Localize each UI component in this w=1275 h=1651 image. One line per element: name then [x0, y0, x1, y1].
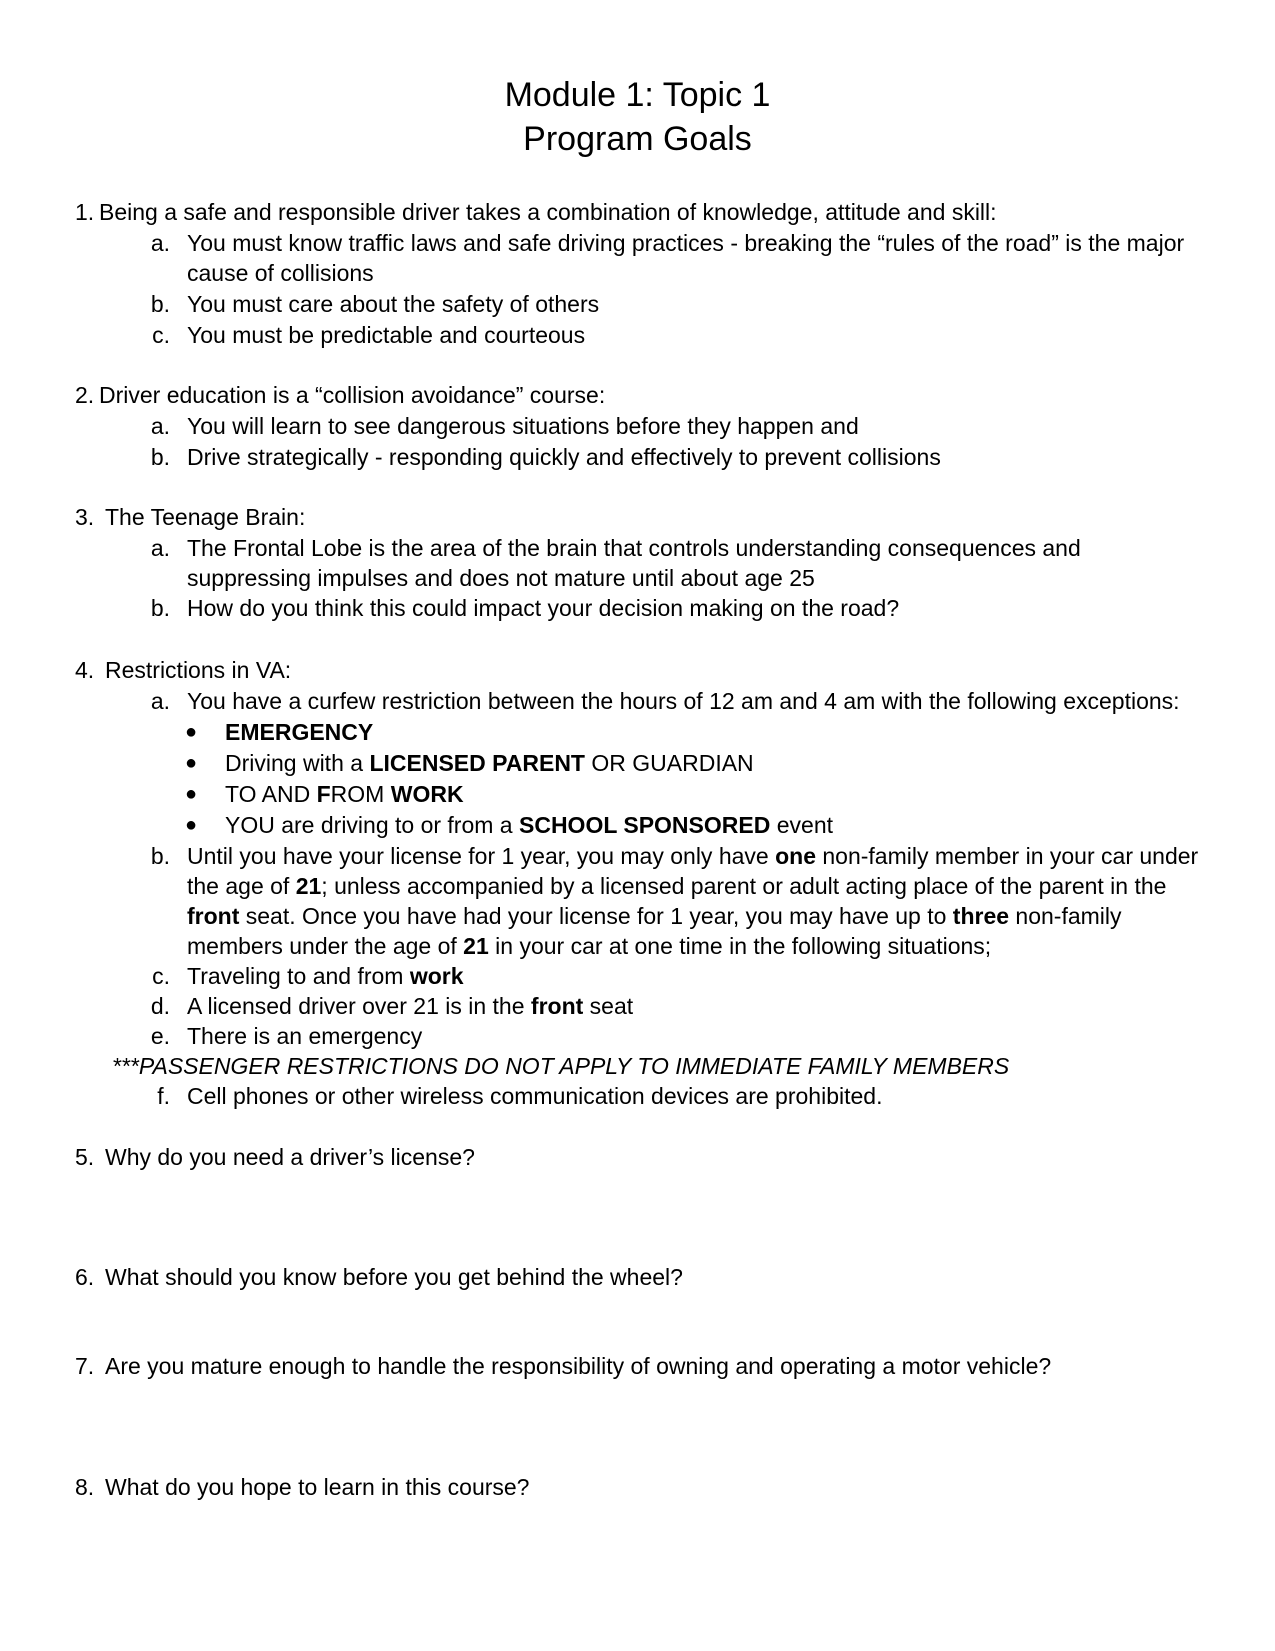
section-number: 2.: [75, 382, 95, 408]
passenger-note: [112, 1051, 1009, 1081]
text-run: Driving with a: [225, 750, 370, 776]
bullet-icon: ●: [185, 721, 198, 743]
bullet-item: [225, 748, 754, 778]
section-heading: Being a safe and responsible driver takes a combination of knowledge, attitude and skill:: [99, 199, 997, 225]
section-heading: Driver education is a “collision avoidance” course:: [99, 382, 606, 408]
item-label: a.: [150, 230, 170, 256]
section-number: 3.: [75, 504, 95, 530]
question-text: Why do you need a driver’s license?: [105, 1144, 475, 1170]
page-subtitle: Program Goals: [523, 120, 752, 158]
bold-text: work: [409, 963, 464, 989]
item-label: a.: [150, 413, 170, 439]
section-heading: The Teenage Brain:: [105, 504, 306, 530]
list-item-continuation: cause of collisions: [187, 260, 374, 286]
item-label: d.: [150, 993, 170, 1019]
bold-text: 21: [295, 873, 322, 899]
bullet-item: [225, 779, 464, 809]
bullet-item: [225, 717, 373, 747]
bold-text: SCHOOL SPONSORED: [519, 812, 771, 838]
text-run: TO AND: [225, 781, 317, 807]
bold-text: one: [775, 843, 816, 869]
bullet-icon: ●: [185, 814, 198, 836]
item-label: b.: [150, 444, 170, 470]
text-run: ROM: [330, 781, 391, 807]
item-label: a.: [150, 688, 170, 714]
text-run: Traveling to and from: [187, 963, 410, 989]
list-item-continuation: [187, 871, 1166, 901]
item-label: e.: [150, 1023, 170, 1049]
question-text: What should you know before you get behind the wheel?: [105, 1264, 683, 1290]
text-run: OR GUARDIAN: [584, 750, 754, 776]
text-run: event: [770, 812, 833, 838]
bold-text: front: [187, 903, 240, 929]
italic-text: ***PASSENGER RESTRICTIONS DO NOT APPLY TO IMMEDIATE FAMILY MEMBERS: [112, 1053, 1010, 1079]
question-number: 5.: [75, 1144, 95, 1170]
item-label: c.: [152, 963, 170, 989]
bullet-icon: ●: [185, 752, 198, 774]
section-heading: Restrictions in VA:: [105, 657, 292, 683]
text-run: non-family member in your car under: [815, 843, 1199, 869]
page-title: Module 1: Topic 1: [504, 76, 771, 114]
list-item: [187, 841, 1198, 871]
bullet-item: [225, 810, 833, 840]
text-run: seat: [583, 993, 634, 1019]
section-number: 4.: [75, 657, 95, 683]
text-run: ; unless accompanied by a licensed parent or adult acting place of the parent in the: [321, 873, 1167, 899]
text-run: in your car at one time in the following situations;: [488, 933, 992, 959]
item-label: b.: [150, 843, 170, 869]
item-label: f.: [157, 1083, 170, 1109]
bold-text: F: [316, 781, 331, 807]
item-label: b.: [150, 291, 170, 317]
list-item: You must be predictable and courteous: [187, 322, 586, 348]
bold-text: EMERGENCY: [225, 719, 374, 745]
question-number: 8.: [75, 1474, 95, 1500]
list-item: How do you think this could impact your decision making on the road?: [187, 595, 900, 621]
list-item: You must know traffic laws and safe driving practices - breaking the “rules of the road” is the major: [187, 230, 1185, 256]
item-label: c.: [152, 322, 170, 348]
list-item: Cell phones or other wireless communication devices are prohibited.: [187, 1083, 883, 1109]
list-item-continuation: [187, 931, 991, 961]
text-run: the age of: [187, 873, 296, 899]
text-run: A licensed driver over 21 is in the: [187, 993, 531, 1019]
list-item: You must care about the safety of others: [187, 291, 600, 317]
text-run: members under the age of: [187, 933, 464, 959]
bold-text: front: [530, 993, 584, 1019]
item-label: a.: [150, 535, 170, 561]
list-item: The Frontal Lobe is the area of the brain that controls understanding consequences and: [187, 535, 1081, 561]
question-number: 7.: [75, 1353, 95, 1379]
list-item-continuation: suppressing impulses and does not mature until about age 25: [187, 565, 815, 591]
text-run: non-family: [1009, 903, 1122, 929]
text-run: YOU are driving to or from a: [225, 812, 519, 838]
list-item: You will learn to see dangerous situations before they happen and: [187, 413, 859, 439]
item-label: b.: [150, 595, 170, 621]
question-text: What do you hope to learn in this course?: [105, 1474, 530, 1500]
bullet-icon: ●: [185, 783, 198, 805]
text-run: Until you have your license for 1 year, you may only have: [187, 843, 776, 869]
list-item-continuation: [187, 901, 1122, 931]
list-item: There is an emergency: [187, 1023, 423, 1049]
bold-text: WORK: [390, 781, 464, 807]
question-text: Are you mature enough to handle the responsibility of owning and operating a motor vehicle?: [105, 1353, 1052, 1379]
bold-text: three: [952, 903, 1010, 929]
list-item: [187, 991, 633, 1021]
list-item: Drive strategically - responding quickly and effectively to prevent collisions: [187, 444, 941, 470]
bold-text: 21: [463, 933, 489, 959]
list-item: You have a curfew restriction between the hours of 12 am and 4 am with the following exceptions:: [187, 688, 1180, 714]
section-number: 1.: [75, 199, 95, 225]
bold-text: LICENSED PARENT: [369, 750, 585, 776]
text-run: seat. Once you have had your license for 1 year, you may have up to: [239, 903, 953, 929]
question-number: 6.: [75, 1264, 95, 1290]
list-item: [187, 961, 464, 991]
